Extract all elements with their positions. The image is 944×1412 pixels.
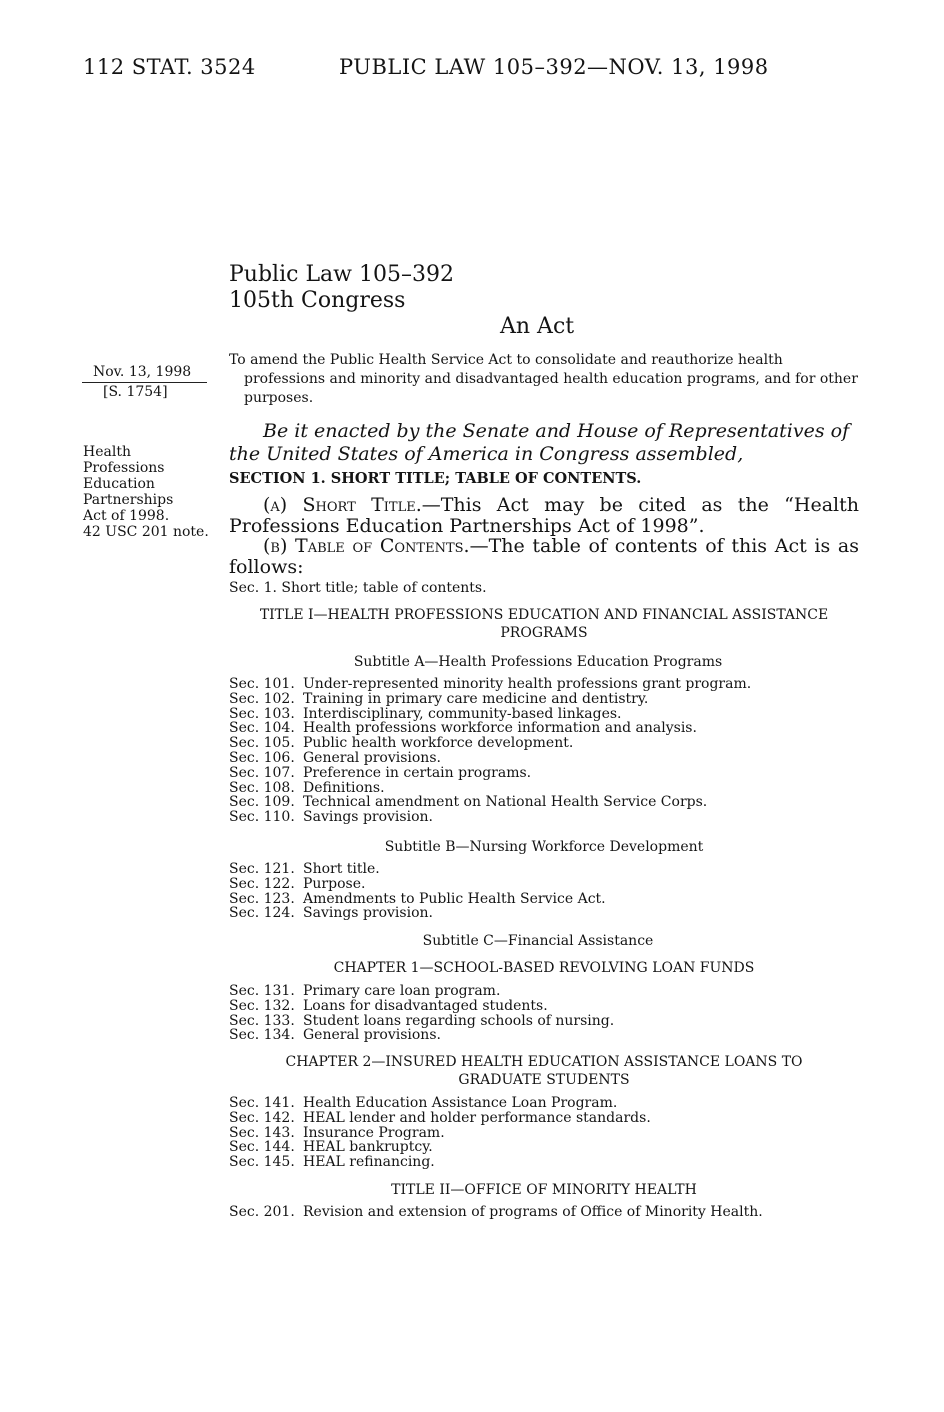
margin-short-title-note [83, 444, 213, 540]
law-number: Public Law 105–392 [229, 262, 454, 287]
toc-entry-text: Savings provision. [303, 905, 433, 922]
toc-entry-number: Sec. 102. [229, 690, 295, 707]
margin-rule [82, 382, 207, 383]
toc-entry-number: Sec. 124. [229, 905, 295, 922]
toc-entry [229, 1028, 614, 1043]
toc-chapter-1: CHAPTER 1—SCHOOL-BASED REVOLVING LOAN FUNDS [333, 960, 755, 976]
toc-entry [229, 984, 614, 999]
act-summary [229, 351, 859, 408]
toc-entry [229, 1155, 651, 1170]
paragraph-a [229, 495, 859, 537]
toc-entry [229, 810, 751, 825]
toc-entry [229, 1140, 651, 1155]
paragraph-b-text: —The table of contents of this Act is as follows: [229, 535, 860, 578]
toc-entry-number: Sec. 108. [229, 779, 295, 796]
toc-entry-text: Student loans regarding schools of nursing. [303, 1012, 615, 1029]
toc-entry [229, 692, 751, 707]
toc-list-subtitle-a [229, 677, 751, 825]
toc-entry [229, 677, 751, 692]
act-heading: An Act [500, 314, 575, 339]
toc-title-1: TITLE I—HEALTH PROFESSIONS EDUCATION AND FINANCIAL ASSISTANCE PROGRAMS [259, 607, 829, 641]
toc-entry-text: Health Education Assistance Loan Program. [303, 1095, 618, 1111]
toc-subtitle-c: Subtitle C—Financial Assistance [422, 933, 654, 949]
toc-entry [229, 1014, 614, 1029]
margin-short-title: Health Professions Education Partnerships Act of 1998. [83, 444, 174, 524]
toc-entry-number: Sec. 105. [229, 735, 295, 752]
toc-entry-number: Sec. 101. [229, 676, 295, 692]
enacting-clause: Be it enacted by the Senate and House of Representatives of the United States of America in Congress assembled, [229, 420, 850, 465]
toc-list-title-2 [229, 1205, 763, 1220]
toc-sec-1: Sec. 1. Short title; table of contents. [229, 580, 487, 596]
toc-entry-number: Sec. 106. [229, 749, 295, 766]
toc-entry-number: Sec. 123. [229, 890, 295, 907]
toc-entry [229, 751, 751, 766]
toc-entry-text: Loans for disadvantaged students. [303, 997, 548, 1014]
toc-entry-text: Savings provision. [303, 809, 433, 826]
toc-entry-number: Sec. 142. [229, 1109, 295, 1126]
toc-entry [229, 862, 606, 877]
toc-entry [229, 766, 751, 781]
toc-entry-text: Health professions workforce information and analysis. [303, 720, 697, 737]
toc-entry-number: Sec. 122. [229, 875, 295, 892]
toc-entry-text: Amendments to Public Health Service Act. [303, 890, 606, 907]
toc-entry-text: Revision and extension of programs of Office of Minority Health. [303, 1204, 763, 1220]
toc-entry [229, 707, 751, 722]
toc-entry [229, 906, 606, 921]
toc-subtitle-b: Subtitle B—Nursing Workforce Development [384, 839, 704, 855]
toc-title-2: TITLE II—OFFICE OF MINORITY HEALTH [391, 1182, 697, 1198]
section-heading: SECTION 1. SHORT TITLE; TABLE OF CONTENTS. [229, 470, 642, 487]
toc-entry-number: Sec. 141. [229, 1095, 295, 1111]
toc-entry-number: Sec. 132. [229, 997, 295, 1014]
toc-entry-text: Definitions. [303, 779, 385, 796]
toc-entry-text: Under-represented minority health professions grant program. [303, 676, 752, 692]
toc-entry-text: HEAL bankruptcy. [303, 1139, 433, 1156]
congress: 105th Congress [229, 288, 406, 313]
toc-entry-text: Technical amendment on National Health Service Corps. [303, 794, 708, 811]
toc-entry-text: General provisions. [303, 1027, 441, 1044]
toc-entry-number: Sec. 103. [229, 705, 295, 722]
toc-entry [229, 1126, 651, 1141]
paragraph-b [229, 536, 859, 578]
toc-entry-number: Sec. 121. [229, 861, 295, 877]
toc-entry [229, 721, 751, 736]
toc-entry [229, 1096, 651, 1111]
toc-entry-text: Insurance Program. [303, 1124, 445, 1141]
toc-entry-text: Purpose. [303, 875, 366, 892]
toc-entry-number: Sec. 143. [229, 1124, 295, 1141]
summary-text: To amend the Public Health Service Act to consolidate and reauthorize health professions and minority and disadvantaged health education programs, and for other purposes. [229, 352, 858, 406]
toc-entry [229, 736, 751, 751]
toc-entry-text: General provisions. [303, 749, 441, 766]
paragraph-b-label: (b) Table of Contents. [263, 535, 470, 557]
toc-entry-text: Preference in certain programs. [303, 764, 532, 781]
toc-entry-text: HEAL refinancing. [303, 1154, 435, 1171]
toc-entry-text: Primary care loan program. [303, 983, 501, 999]
toc-list-subtitle-b [229, 862, 606, 921]
toc-entry-number: Sec. 134. [229, 1027, 295, 1044]
running-head: PUBLIC LAW 105–392—NOV. 13, 1998 [339, 55, 769, 79]
toc-entry-text: HEAL lender and holder performance standards. [303, 1109, 651, 1126]
toc-entry-text: Interdisciplinary, community-based linkages. [303, 705, 622, 722]
toc-entry-text: Short title. [303, 861, 380, 877]
toc-entry-text: Public health workforce development. [303, 735, 574, 752]
toc-entry-number: Sec. 201. [229, 1204, 295, 1220]
toc-list-chapter-2 [229, 1096, 651, 1170]
toc-entry [229, 795, 751, 810]
margin-date: Nov. 13, 1998 [93, 364, 192, 380]
margin-usc-note: 42 USC 201 note. [83, 524, 209, 540]
toc-entry-number: Sec. 107. [229, 764, 295, 781]
margin-bill-number: [S. 1754] [103, 384, 168, 400]
toc-entry [229, 999, 614, 1014]
toc-subtitle-a: Subtitle A—Health Professions Education Programs [353, 654, 723, 670]
toc-entry [229, 1205, 763, 1220]
toc-entry-number: Sec. 131. [229, 983, 295, 999]
toc-entry-number: Sec. 145. [229, 1154, 295, 1171]
toc-chapter-2: CHAPTER 2—INSURED HEALTH EDUCATION ASSISTANCE LOANS TO GRADUATE STUDENTS [285, 1054, 803, 1088]
toc-entry-number: Sec. 109. [229, 794, 295, 811]
toc-entry [229, 781, 751, 796]
toc-entry [229, 877, 606, 892]
toc-entry-number: Sec. 110. [229, 809, 295, 826]
toc-entry-text: Training in primary care medicine and dentistry. [303, 690, 649, 707]
toc-entry [229, 892, 606, 907]
toc-entry-number: Sec. 133. [229, 1012, 295, 1029]
toc-entry [229, 1111, 651, 1126]
toc-entry-number: Sec. 104. [229, 720, 295, 737]
toc-entry-number: Sec. 144. [229, 1139, 295, 1156]
toc-list-chapter-1 [229, 984, 614, 1043]
page-reference: 112 STAT. 3524 [83, 55, 256, 79]
paragraph-a-text: —This Act may be cited as the “Health Professions Education Partnerships Act of 1998”. [229, 494, 859, 537]
paragraph-a-label: (a) Short Title. [263, 494, 422, 516]
